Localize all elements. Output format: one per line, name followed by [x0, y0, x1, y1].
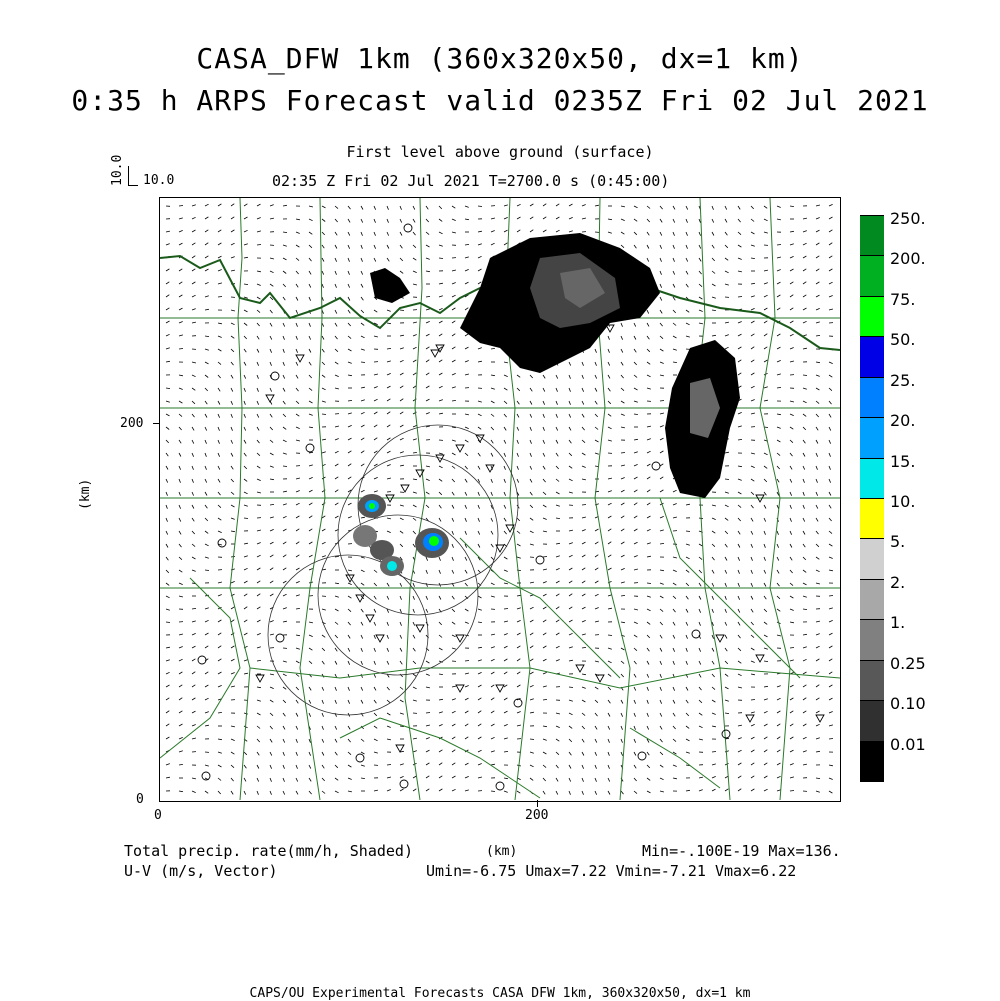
- x-axis-label: (km): [486, 844, 517, 859]
- legend-label: 2.: [890, 573, 905, 592]
- legend-swatch: [860, 700, 884, 741]
- legend-label: 0.25: [890, 654, 926, 673]
- legend-swatch: [860, 660, 884, 701]
- forecast-map: [160, 198, 840, 800]
- legend-label: 25.: [890, 371, 915, 390]
- legend-label: 0.01: [890, 735, 926, 754]
- field-description-precip: Total precip. rate(mm/h, Shaded): [124, 842, 413, 860]
- uv-stats: Umin=-6.75 Umax=7.22 Vmin=-7.21 Vmax=6.22: [426, 862, 796, 880]
- ref-vector-vertical-label: 10.0: [110, 155, 125, 186]
- precipitation-cells: [353, 233, 740, 576]
- legend-label: 250.: [890, 209, 926, 228]
- legend-swatch: [860, 417, 884, 458]
- x-tick-label-0: 0: [154, 808, 162, 823]
- convective-cells: [353, 494, 449, 576]
- reference-vector: [110, 158, 150, 188]
- x-tick-label-200: 200: [525, 808, 548, 823]
- ref-vector-horizontal-label: 10.0: [143, 173, 174, 188]
- level-label: First level above ground (surface): [0, 143, 1000, 161]
- legend-swatch: [860, 579, 884, 620]
- title-line2: 0:35 h ARPS Forecast valid 0235Z Fri 02 Jul 2021: [0, 84, 1000, 117]
- legend-label: 200.: [890, 249, 926, 268]
- legend-swatch: [860, 255, 884, 296]
- valid-time-label: 02:35 Z Fri 02 Jul 2021 T=2700.0 s (0:45:00): [272, 172, 669, 190]
- legend-label: 50.: [890, 330, 915, 349]
- legend-swatch: [860, 498, 884, 539]
- legend-swatch: [860, 377, 884, 418]
- y-tick-200: [153, 423, 160, 424]
- y-tick-label-0: 0: [136, 792, 144, 807]
- field-description-vector: U-V (m/s, Vector): [124, 862, 278, 880]
- y-axis-label: (km): [78, 479, 93, 510]
- legend-swatch: [860, 215, 884, 256]
- legend-swatch: [860, 538, 884, 579]
- ref-vector-horizontal-arrow: [128, 185, 138, 186]
- x-tick-200: [537, 800, 538, 807]
- legend-label: 1.: [890, 613, 905, 632]
- legend-label: 5.: [890, 532, 905, 551]
- ref-vector-vertical-arrow: [128, 166, 129, 186]
- legend-label: 0.10: [890, 694, 926, 713]
- min-max-stats: Min=-.100E-19 Max=136.: [642, 842, 841, 860]
- legend-label: 75.: [890, 290, 915, 309]
- title-line1: CASA_DFW 1km (360x320x50, dx=1 km): [0, 42, 1000, 75]
- legend-swatch: [860, 619, 884, 660]
- legend-swatch: [860, 741, 884, 782]
- precip-color-legend: [860, 215, 884, 781]
- legend-label: 15.: [890, 452, 915, 471]
- legend-label: 10.: [890, 492, 915, 511]
- legend-swatch: [860, 336, 884, 377]
- legend-swatch: [860, 296, 884, 337]
- legend-label: 20.: [890, 411, 915, 430]
- y-tick-label-200: 200: [120, 416, 143, 431]
- precip-cell-small: [370, 268, 410, 303]
- credit-line: CAPS/OU Experimental Forecasts CASA DFW 1km, 360x320x50, dx=1 km: [0, 986, 1000, 1001]
- legend-swatch: [860, 458, 884, 499]
